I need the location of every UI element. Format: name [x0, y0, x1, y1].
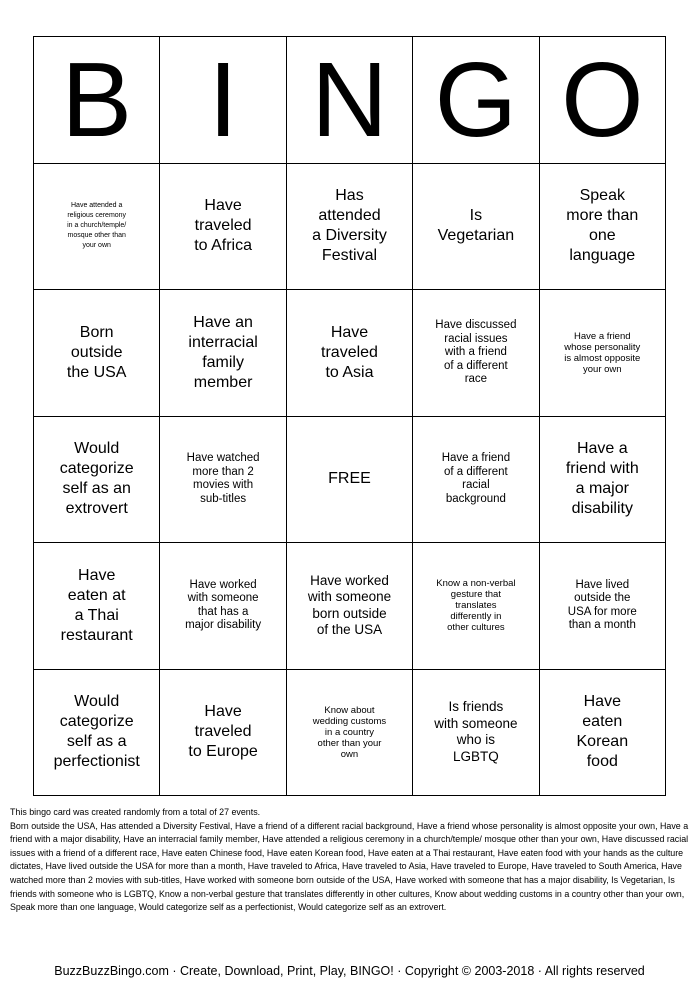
header-g	[413, 37, 539, 164]
bingo-cell-text: Would categorize self as an extrovert	[59, 440, 134, 518]
bingo-cell	[413, 543, 539, 670]
bingo-cell-text: Know about wedding customs in a country other than your own	[312, 704, 387, 760]
header-o	[540, 37, 666, 164]
bingo-cell	[34, 290, 160, 417]
header-letter: I	[208, 40, 238, 159]
header-letter: G	[434, 40, 518, 159]
bingo-cell-text: Have eaten Korean food	[576, 693, 629, 771]
bingo-cell	[160, 417, 286, 544]
bingo-cell	[34, 543, 160, 670]
header-i	[160, 37, 286, 164]
event-list	[10, 806, 692, 915]
bingo-cell	[287, 290, 413, 417]
bingo-cell-text: Have discussed racial issues with a friend of a different race	[435, 319, 517, 385]
bingo-cell-text: Have a friend with a major disability	[565, 440, 639, 518]
bingo-cell-text: Born outside the USA	[66, 323, 127, 381]
free-space	[287, 417, 413, 544]
bingo-cell	[413, 290, 539, 417]
header-n	[287, 37, 413, 164]
bingo-cell-text: Have eaten at a Thai restaurant	[60, 566, 133, 644]
event-list-items: Born outside the USA, Has attended a Diversity Festival, Have a friend of a different racial background, Have a friend whose personality is almost opposite your own, Have a friend with a major disability, Have an interracial family member, Have attended a religious ceremony in a church/temple/ mosque other than your own, Have discussed racial issues with a friend of a different race, Have eaten Chinese food, Have eaten Korean food, Have eaten at a Thai restaurant, Have eaten food with your hands as the culture dictates, Have lived outside the USA for more than a month, Have traveled to Africa, Have traveled to Asia, Have traveled to Europe, Have traveled to South America, Have watched more than 2 movies with sub-titles, Have worked with someone born outside of the USA, Have worked with someone that has a major disability, Is Vegetarian, Is friends with someone who is LGBTQ, Know a non-verbal gesture that translates differently in other cultures, Know about wedding customs in a country other than your own, Speak more than one language, Would categorize self as a perfectionist, Would categorize self as an extrovert.	[10, 820, 689, 913]
copyright-footer: BuzzBuzzBingo.com · Create, Download, Print, Play, BINGO! · Copyright © 2003-2018 · All rights reserved	[54, 964, 645, 978]
bingo-cell-text: Have watched more than 2 movies with sub-titles	[186, 452, 260, 505]
bingo-cell-text: Have traveled to Asia	[321, 323, 378, 381]
bingo-cell-text: Have worked with someone born outside of the USA	[307, 572, 392, 638]
bingo-cell	[160, 543, 286, 670]
header-b	[34, 37, 160, 164]
bingo-cell-text: Know a non-verbal gesture that translates differently in other cultures	[436, 578, 516, 634]
free-space-label: FREE	[328, 470, 371, 488]
bingo-card	[33, 36, 666, 796]
header-letter: N	[311, 40, 388, 159]
bingo-cell-text: Have a friend of a different racial background	[441, 452, 511, 505]
bingo-cell	[287, 670, 413, 797]
bingo-cell-text: Would categorize self as a perfectionist	[53, 693, 140, 771]
bingo-cell	[34, 417, 160, 544]
bingo-cell	[413, 670, 539, 797]
bingo-cell-text: Have an interracial family member	[188, 313, 258, 391]
bingo-cell	[34, 670, 160, 797]
bingo-cell	[160, 670, 286, 797]
header-letter: O	[561, 40, 644, 159]
bingo-cell-text: Is Vegetarian	[437, 207, 515, 245]
bingo-cell-text: Has attended a Diversity Festival	[312, 187, 387, 265]
bingo-cell	[540, 164, 666, 291]
bingo-cell	[540, 543, 666, 670]
bingo-cell	[160, 164, 286, 291]
bingo-cell-text: Have worked with someone that has a major disability	[185, 578, 262, 632]
bingo-cell	[160, 290, 286, 417]
bingo-cell-text: Have a friend whose personality is almost opposite your own	[564, 330, 641, 375]
bingo-cell	[540, 290, 666, 417]
bingo-cell	[287, 164, 413, 291]
bingo-cell-text: Speak more than one language	[566, 187, 639, 265]
bingo-cell	[540, 670, 666, 797]
bingo-cell	[413, 164, 539, 291]
bingo-cell	[287, 543, 413, 670]
bingo-cell	[34, 164, 160, 291]
bingo-cell-text: Is friends with someone who is LGBTQ	[434, 699, 518, 764]
bingo-cell	[540, 417, 666, 544]
bingo-cell-text: Have lived outside the USA for more than a month	[567, 578, 637, 632]
header-letter: B	[61, 40, 133, 159]
bingo-cell	[413, 417, 539, 544]
bingo-cell-text: Have traveled to Africa	[194, 197, 252, 255]
bingo-cell-text: Have traveled to Europe	[188, 703, 258, 761]
event-list-intro: This bingo card was created randomly from a total of 27 events.	[10, 807, 261, 817]
bingo-cell-text: Have attended a religious ceremony in a church/temple/ mosque other than your own	[67, 202, 127, 250]
